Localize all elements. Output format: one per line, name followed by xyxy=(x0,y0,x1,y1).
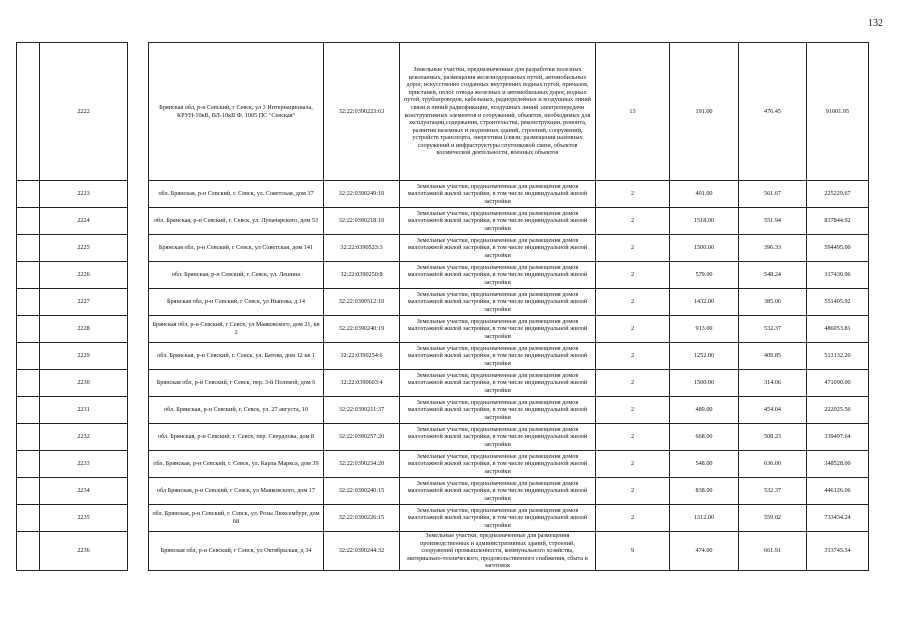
row-area: 401.00 xyxy=(670,181,739,208)
page-number: 132 xyxy=(868,18,883,29)
table-row xyxy=(17,262,869,289)
row-specific-value: 559.02 xyxy=(739,505,807,532)
row-gap-cell xyxy=(128,505,149,532)
row-cadastral-value: 317430.96 xyxy=(807,262,869,289)
row-area: 1518.00 xyxy=(670,208,739,235)
row-cadastral-number: 32:22:0390523:3 xyxy=(324,235,400,262)
row-purpose-group: 2 xyxy=(596,262,670,289)
row-land-purpose: Земельные участки, предназначенные для размещения домов малоэтажной жилой застройки, в том числе индивидуальной жилой застройки xyxy=(400,478,596,505)
row-area: 1500.00 xyxy=(670,235,739,262)
row-land-purpose: Земельные участки, предназначенные для размещения домов малоэтажной жилой застройки, в том числе индивидуальной жилой застройки xyxy=(400,343,596,370)
row-specific-value: 532.37 xyxy=(739,316,807,343)
row-cadastral-number: 32:22:0390211:37 xyxy=(324,397,400,424)
row-purpose-group: 2 xyxy=(596,343,670,370)
table-row xyxy=(17,181,869,208)
row-margin-cell xyxy=(17,370,40,397)
row-number: 2235 xyxy=(40,505,128,532)
row-specific-value: 508.23 xyxy=(739,424,807,451)
row-margin-cell xyxy=(17,208,40,235)
row-number: 2227 xyxy=(40,289,128,316)
row-gap-cell xyxy=(128,478,149,505)
row-cadastral-value: 446126.06 xyxy=(807,478,869,505)
row-cadastral-value: 471090.00 xyxy=(807,370,869,397)
row-margin-cell xyxy=(17,343,40,370)
row-specific-value: 532.37 xyxy=(739,478,807,505)
table-row xyxy=(17,235,869,262)
row-purpose-group: 9 xyxy=(596,532,670,571)
row-margin-cell xyxy=(17,424,40,451)
row-cadastral-value: 348528.00 xyxy=(807,451,869,478)
row-purpose-group: 2 xyxy=(596,424,670,451)
row-address: обл. Брянская, р-н Севский, г. Севск, ул. Розы Люксембург, дом 68 xyxy=(149,505,324,532)
row-gap-cell xyxy=(128,289,149,316)
row-number: 2230 xyxy=(40,370,128,397)
row-purpose-group: 2 xyxy=(596,235,670,262)
row-cadastral-number: 32:22:0390254:6 xyxy=(324,343,400,370)
row-address: обл. Брянская, р-н Севский, г. Севск, пер. Свердлова, дом 8 xyxy=(149,424,324,451)
table-row xyxy=(17,478,869,505)
table-row xyxy=(17,208,869,235)
row-cadastral-value: 733434.24 xyxy=(807,505,869,532)
row-address: Брянская обл, р-н Севский, г Севск, ул Октябрьская, д 34 xyxy=(149,532,324,571)
row-land-purpose: Земельные участки, предназначенные для размещения домов малоэтажной жилой застройки, в том числе индивидуальной жилой застройки xyxy=(400,397,596,424)
row-gap-cell xyxy=(128,262,149,289)
table-row xyxy=(17,316,869,343)
row-number: 2224 xyxy=(40,208,128,235)
row-land-purpose: Земельные участки, предназначенные для размещения домов малоэтажной жилой застройки, в том числе индивидуальной жилой застройки xyxy=(400,316,596,343)
row-area: 838.00 xyxy=(670,478,739,505)
row-purpose-group: 2 xyxy=(596,289,670,316)
row-cadastral-number: 32:22:0390512:10 xyxy=(324,289,400,316)
row-land-purpose: Земельные участки, предназначенные для размещения производственных и административных зданий, строений, сооружений промышленности, коммунального хозяйства, материально-технического, продовольственного снабжения, сбыта и заготовок xyxy=(400,532,596,571)
row-margin-cell xyxy=(17,262,40,289)
row-number: 2222 xyxy=(40,43,128,181)
row-cadastral-number: 32:22:0390250:8 xyxy=(324,262,400,289)
row-cadastral-number: 32:22:0390226:15 xyxy=(324,505,400,532)
row-purpose-group: 2 xyxy=(596,208,670,235)
row-specific-value: 476.45 xyxy=(739,43,807,181)
row-number: 2228 xyxy=(40,316,128,343)
row-cadastral-number: 32:22:0390603:4 xyxy=(324,370,400,397)
row-specific-value: 661.91 xyxy=(739,532,807,571)
row-land-purpose: Земельные участки, предназначенные для размещения домов малоэтажной жилой застройки, в том числе индивидуальной жилой застройки xyxy=(400,451,596,478)
row-land-purpose: Земельные участки, предназначенные для размещения домов малоэтажной жилой застройки, в том числе индивидуальной жилой застройки xyxy=(400,505,596,532)
row-gap-cell xyxy=(128,424,149,451)
row-number: 2225 xyxy=(40,235,128,262)
row-land-purpose: Земельные участки, предназначенные для размещения домов малоэтажной жилой застройки, в том числе индивидуальной жилой застройки xyxy=(400,289,596,316)
row-land-purpose: Земельные участки, предназначенные для размещения домов малоэтажной жилой застройки, в том числе индивидуальной жилой застройки xyxy=(400,181,596,208)
table-row xyxy=(17,532,869,571)
row-gap-cell xyxy=(128,181,149,208)
row-purpose-group: 2 xyxy=(596,505,670,532)
row-purpose-group: 2 xyxy=(596,478,670,505)
row-number: 2236 xyxy=(40,532,128,571)
row-area: 474.00 xyxy=(670,532,739,571)
row-address: обл. Брянская, р-н Севский, г. Севск, ул. Луначарского, дом 53 xyxy=(149,208,324,235)
row-cadastral-value: 222025.56 xyxy=(807,397,869,424)
row-margin-cell xyxy=(17,181,40,208)
row-land-purpose: Земельные участки, предназначенные для размещения домов малоэтажной жилой застройки, в том числе индивидуальной жилой застройки xyxy=(400,424,596,451)
row-number: 2232 xyxy=(40,424,128,451)
row-specific-value: 636.00 xyxy=(739,451,807,478)
row-cadastral-number: 32:22:0390218:10 xyxy=(324,208,400,235)
row-address: обл Брянская, р-н Севский, г Севск, ул Маяковского, дом 17 xyxy=(149,478,324,505)
row-number: 2234 xyxy=(40,478,128,505)
row-cadastral-number: 32:22:0390244:32 xyxy=(324,532,400,571)
row-area: 1432.00 xyxy=(670,289,739,316)
table-row xyxy=(17,451,869,478)
row-cadastral-number: 32:22:0390223:63 xyxy=(324,43,400,181)
row-specific-value: 454.04 xyxy=(739,397,807,424)
row-specific-value: 396.33 xyxy=(739,235,807,262)
row-area: 1252.00 xyxy=(670,343,739,370)
row-margin-cell xyxy=(17,43,40,181)
table-row xyxy=(17,343,869,370)
row-gap-cell xyxy=(128,43,149,181)
row-gap-cell xyxy=(128,451,149,478)
row-address: Брянская обл, р-н Севский, г Севск, ул Советская, дом 141 xyxy=(149,235,324,262)
row-purpose-group: 13 xyxy=(596,43,670,181)
row-land-purpose: Земельные участки, предназначенные для размещения домов малоэтажной жилой застройки, в том числе индивидуальной жилой застройки xyxy=(400,235,596,262)
row-gap-cell xyxy=(128,208,149,235)
table-row xyxy=(17,43,869,181)
row-cadastral-number: 32:22:0390234:20 xyxy=(324,451,400,478)
row-land-purpose: Земельные участки, предназначенные для размещения домов малоэтажной жилой застройки, в том числе индивидуальной жилой застройки xyxy=(400,262,596,289)
row-cadastral-value: 513132.20 xyxy=(807,343,869,370)
row-address: обл. Брянская, р-н Севский, г. Севск, ул. Карла Маркса, дом 39 xyxy=(149,451,324,478)
row-number: 2223 xyxy=(40,181,128,208)
row-gap-cell xyxy=(128,532,149,571)
row-area: 191.00 xyxy=(670,43,739,181)
row-specific-value: 551.94 xyxy=(739,208,807,235)
row-address: обл. Брянская, р-н Севский, г. Севск, ул. Батова, дом 12 кв 1 xyxy=(149,343,324,370)
row-purpose-group: 2 xyxy=(596,316,670,343)
row-address: обл. Брянская, р-н Севский, г. Севск, ул. 27 августа, 10 xyxy=(149,397,324,424)
row-address: обл. Брянская, р-н Севский, г. Севск, ул. Советская, дом 37 xyxy=(149,181,324,208)
row-margin-cell xyxy=(17,505,40,532)
row-specific-value: 548.24 xyxy=(739,262,807,289)
row-land-purpose: Земельные участки, предназначенные для размещения домов малоэтажной жилой застройки, в том числе индивидуальной жилой застройки xyxy=(400,370,596,397)
cadastral-value-table xyxy=(16,42,869,571)
row-gap-cell xyxy=(128,316,149,343)
row-address: Брянская обл, р-н Севский, г Севск, ул Ныпова, д 14 xyxy=(149,289,324,316)
row-area: 579.00 xyxy=(670,262,739,289)
row-area: 913.00 xyxy=(670,316,739,343)
row-margin-cell xyxy=(17,397,40,424)
row-address: Брянская обл, р-н Севский, г Севск, ул 3 Интернационала, КРУН-10кВ, ВЛ-10кВ Ф. 1005 ПС "Севская" xyxy=(149,43,324,181)
row-purpose-group: 2 xyxy=(596,181,670,208)
row-area: 489.00 xyxy=(670,397,739,424)
table-row xyxy=(17,289,869,316)
row-cadastral-value: 594495.00 xyxy=(807,235,869,262)
table-row xyxy=(17,397,869,424)
row-specific-value: 314.06 xyxy=(739,370,807,397)
row-gap-cell xyxy=(128,397,149,424)
row-gap-cell xyxy=(128,235,149,262)
row-number: 2226 xyxy=(40,262,128,289)
row-cadastral-number: 32:22:0390240:19 xyxy=(324,316,400,343)
row-margin-cell xyxy=(17,289,40,316)
row-cadastral-value: 91001.95 xyxy=(807,43,869,181)
table-row xyxy=(17,505,869,532)
row-cadastral-value: 837844.92 xyxy=(807,208,869,235)
row-address: Брянская обл, р-н Севский, г Севск, пер. 3-й Полевой, дом 6 xyxy=(149,370,324,397)
row-gap-cell xyxy=(128,370,149,397)
row-cadastral-value: 339497.64 xyxy=(807,424,869,451)
row-specific-value: 409.85 xyxy=(739,343,807,370)
table-row xyxy=(17,370,869,397)
row-purpose-group: 2 xyxy=(596,370,670,397)
row-number: 2231 xyxy=(40,397,128,424)
row-cadastral-number: 32:22:0390249:10 xyxy=(324,181,400,208)
table-row xyxy=(17,424,869,451)
row-specific-value: 561.67 xyxy=(739,181,807,208)
row-margin-cell xyxy=(17,235,40,262)
row-cadastral-value: 551405.92 xyxy=(807,289,869,316)
row-area: 1500.00 xyxy=(670,370,739,397)
row-margin-cell xyxy=(17,478,40,505)
row-cadastral-number: 32:22:0390257:20 xyxy=(324,424,400,451)
row-margin-cell xyxy=(17,451,40,478)
row-specific-value: 385.06 xyxy=(739,289,807,316)
row-area: 668.00 xyxy=(670,424,739,451)
row-area: 548.00 xyxy=(670,451,739,478)
row-purpose-group: 2 xyxy=(596,397,670,424)
row-margin-cell xyxy=(17,316,40,343)
row-cadastral-value: 225229.67 xyxy=(807,181,869,208)
row-land-purpose: Земельные участки, предназначенные для размещения домов малоэтажной жилой застройки, в том числе индивидуальной жилой застройки xyxy=(400,208,596,235)
row-address: Брянская обл, р-н Севский, г Севск, ул Маяковского, дом 21, кв 2 xyxy=(149,316,324,343)
row-margin-cell xyxy=(17,532,40,571)
row-cadastral-value: 313745.34 xyxy=(807,532,869,571)
row-number: 2229 xyxy=(40,343,128,370)
row-cadastral-value: 486053.81 xyxy=(807,316,869,343)
row-gap-cell xyxy=(128,343,149,370)
row-area: 1312.00 xyxy=(670,505,739,532)
row-land-purpose: Земельные участки, предназначенные для разработки полезных ископаемых, размещения железнодорожных путей, автомобильных дорог, искусственно созданных внутренних водных путей, причалов, пристаней, полос отвода железных и автомобильных дорог, водных путей, трубопроводов, кабельных, радиорелейных и воздушных линий связи и линий радиофикации, воздушных линий электропередачи конструктивных элементов и сооружений, объектов, необходимых для эксплуатации,содержания, строительства, реконструкции, ремонта, развития наземных и подземных зданий, строений, сооружений, устройств транспорта, энергетики (связи; размещения наземных сооружений и инфраструктуры спутниковой связи, объектов космической деятельности, военных объектов xyxy=(400,43,596,181)
row-number: 2233 xyxy=(40,451,128,478)
row-cadastral-number: 32:22:0390240:15 xyxy=(324,478,400,505)
row-purpose-group: 2 xyxy=(596,451,670,478)
row-address: обл. Брянская, р-н Севский, г. Севск, ул. Лешина xyxy=(149,262,324,289)
